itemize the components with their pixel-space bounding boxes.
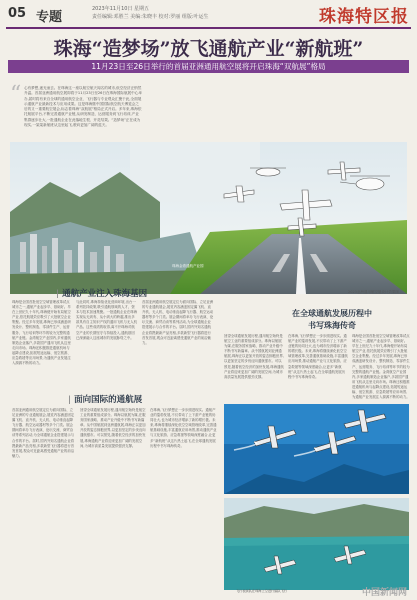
- section-heading-1: [56, 287, 147, 299]
- body-column-a: 珠海是全国首批低空空域管理改革试点城市之一,通航产业起步早、基础好。早在上世纪九十年代,珠海便开始布局航空产业,依托航展效应吸引了大批航空企业集聚。经过多年发展,珠海已形成涵盖研发设计、整机制造、零部件生产、运营服务、飞行培训等环节的较为完整的通航产业链。金湾航空产业园内,多家通航制造企业落户,多款国产通用飞机从这里走向市场。珠海还积极推进通航机场与起降点建设,拓展短途运输、低空旅游、应急救援等应用场景,为通航产业发展注入源源不断的动力。: [12, 300, 71, 366]
- date-line: 2023年11月10日 星期五: [92, 6, 150, 12]
- hero-illustration: [10, 142, 407, 294]
- lake-illustration: [224, 498, 409, 590]
- watermark: 中国新闻网: [361, 588, 407, 598]
- hero-caption: 珠海金湾通航产业园: [172, 264, 204, 268]
- body-column-e: 在珠海,飞行梦想正一步步照进现实。通航产业的蓬勃发展,不仅带动了上下游产业链的协同壮大,也为城市经济增添了新的增长极。未来,珠海将继续深化低空空域管理改革,完善通航基础设施,丰富通航应用场景,推动通航产业与文化旅游、应急救援等领域深度融合,让更多“新航班”从这片热土起飞,在全球通航发展历程中书写珠海传奇。: [288, 334, 348, 379]
- section-title-3b: 书写珠海传奇: [308, 320, 356, 330]
- lake-caption: 飞行表演队在珠海上空进行编队飞行: [236, 589, 287, 593]
- section-title-2: 面向国际的通航展: [74, 395, 143, 405]
- section-bullet: |: [56, 289, 60, 299]
- body-column-i: 在珠海,飞行梦想正一步步照进现实。通航产业的蓬勃发展,不仅带动了上下游产业链的协同壮大,也为城市经济增添了新的增长极。未来,珠海将继续深化低空空域管理改革,完善通航基础设施,丰富通航应用场景,推动通航产业与文化旅游、应急救援等领域深度融合,让更多“新航班”从这片热土起飞,在全球通航发展历程中书写珠海传奇。: [150, 408, 217, 448]
- aerobatic-illustration: [224, 404, 409, 494]
- quote-mark: “: [10, 82, 22, 107]
- body-column-d: 回望全球通航发展历程,通用航空始终是航空工业的重要组成部分。珠海以航展为媒,在服务国家战略、推动产业升级中不断书写新篇章。从中国航展到亚洲通航展,珠海正以更加开放的姿态拥抱世界,以更加坚定的步伐迈向通航强市。可以预见,随着低空经济的加快发展,珠海通航产业将迎来更加广阔的发展空间,为城市高质量发展提供强劲支撑。: [224, 334, 284, 379]
- hero-image: [10, 142, 407, 294]
- section-bullet: |: [68, 395, 72, 405]
- section-label: 专题: [36, 10, 63, 25]
- aerobatic-photo: [224, 404, 409, 494]
- section-title-3a: 在全球通航发展历程中: [292, 308, 372, 318]
- headline: 珠海“造梦场”放飞通航产业“新航班”: [53, 38, 364, 60]
- hero-caption-right: 2023亚洲通用航空展设计效果图: [348, 290, 399, 294]
- intro-text: 心有梦想,逐光而去。在珠海这一座以航空航天闻名的城市,低空经济正悄然升温。首届亚洲通用航空展即将于11月23日至26日在珠海国际航展中心举办,届时将有来自全球的通用航空企业、飞行器与专业观众汇聚于此,全面展示通航产业最新技术与应用成果。这是珠海继中国国际航空航天博览会之后的又一重要航空展会,标志着珠海“双航展”格局正式开启。多年来,珠海依托航展平台,不断完善通航产业链,从研发制造、运营服务到飞行培训,产业集群逐步壮大,一批通航企业在此落地生根、开花结果。“造梦场”正在成为现实,一架架新航班从这里起飞,驶向更加广阔的蓝天。: [24, 86, 142, 128]
- body-column-g: 首届亚洲通用航空展定位为面向国际、立足亚洲的专业通航展会,展览内容涵盖固定翼飞机、直升机、无人机、电动垂直起降飞行器、航空运动器材等多个门类。展会期间将举办飞行表演、论坛交流、商贸洽谈等系列活动,为全球通航企业搭建展示与合作的平台。届时,国内外知名通航企业将携最新产品亮相,多款新型飞行器将进行首发首展,观众可近距离感受通航产业的前沿魅力。: [12, 408, 75, 458]
- newspaper-masthead: 珠海特区报: [319, 7, 409, 27]
- editor-line: 责任编辑:邓胜兰 美编:朱晓丰 校对:罗丽 组版:叶运生: [92, 14, 209, 20]
- header-rule: [6, 27, 411, 29]
- section-heading-2: [68, 393, 142, 405]
- lake-photo: [224, 498, 409, 590]
- body-column-h: 回望全球通航发展历程,通用航空始终是航空工业的重要组成部分。珠海以航展为媒,在服务国家战略、推动产业升级中不断书写新篇章。从中国航展到亚洲通航展,珠海正以更加开放的姿态拥抱世界,以更加坚定的步伐迈向通航强市。可以预见,随着低空经济的加快发展,珠海通航产业将迎来更加广阔的发展空间,为城市高质量发展提供强劲支撑。: [80, 408, 146, 448]
- section-title-1: 通航产业注入珠海基因: [62, 289, 148, 299]
- section-heading-3: [262, 307, 402, 331]
- subheadline: 11月23日至26日举行的首届亚洲通用航空展将开启珠海“双航展”格局: [91, 62, 326, 71]
- body-column-f: 珠海是全国首批低空空域管理改革试点城市之一,通航产业起步早、基础好。早在上世纪九十年代,珠海便开始布局航空产业,依托航展效应吸引了大批航空企业集聚。经过多年发展,珠海已形成涵盖研发设计、整机制造、零部件生产、运营服务、飞行培训等环节的较为完整的通航产业链。金湾航空产业园内,多家通航制造企业落户,多款国产通用飞机从这里走向市场。珠海还积极推进通航机场与起降点建设,拓展短途运输、低空旅游、应急救援等应用场景,为通航产业发展注入源源不断的动力。: [352, 334, 410, 400]
- body-column-c: 首届亚洲通用航空展定位为面向国际、立足亚洲的专业通航展会,展览内容涵盖固定翼飞机、直升机、无人机、电动垂直起降飞行器、航空运动器材等多个门类。展会期间将举办飞行表演、论坛交流、商贸洽谈等系列活动,为全球通航企业搭建展示与合作的平台。届时,国内外知名通航企业将携最新产品亮相,多款新型飞行器将进行首发首展,观众可近距离感受通航产业的前沿魅力。: [142, 300, 214, 345]
- body-column-b: 与此同时,珠海持续优化营商环境,出台一系列扶持政策,吸引通航领域的人才、资本与技术加速集聚。一批通航企业在珠海实现从无到有、从小到大的跨越,推出多款具有自主知识产权的通用飞机与无人机产品。这些成绩的取得,离不开珠海对航空产业的长期坚守与持续投入,通航基因已深深融入这座城市的发展脉络之中。: [76, 300, 138, 340]
- page-number: 05: [8, 6, 27, 21]
